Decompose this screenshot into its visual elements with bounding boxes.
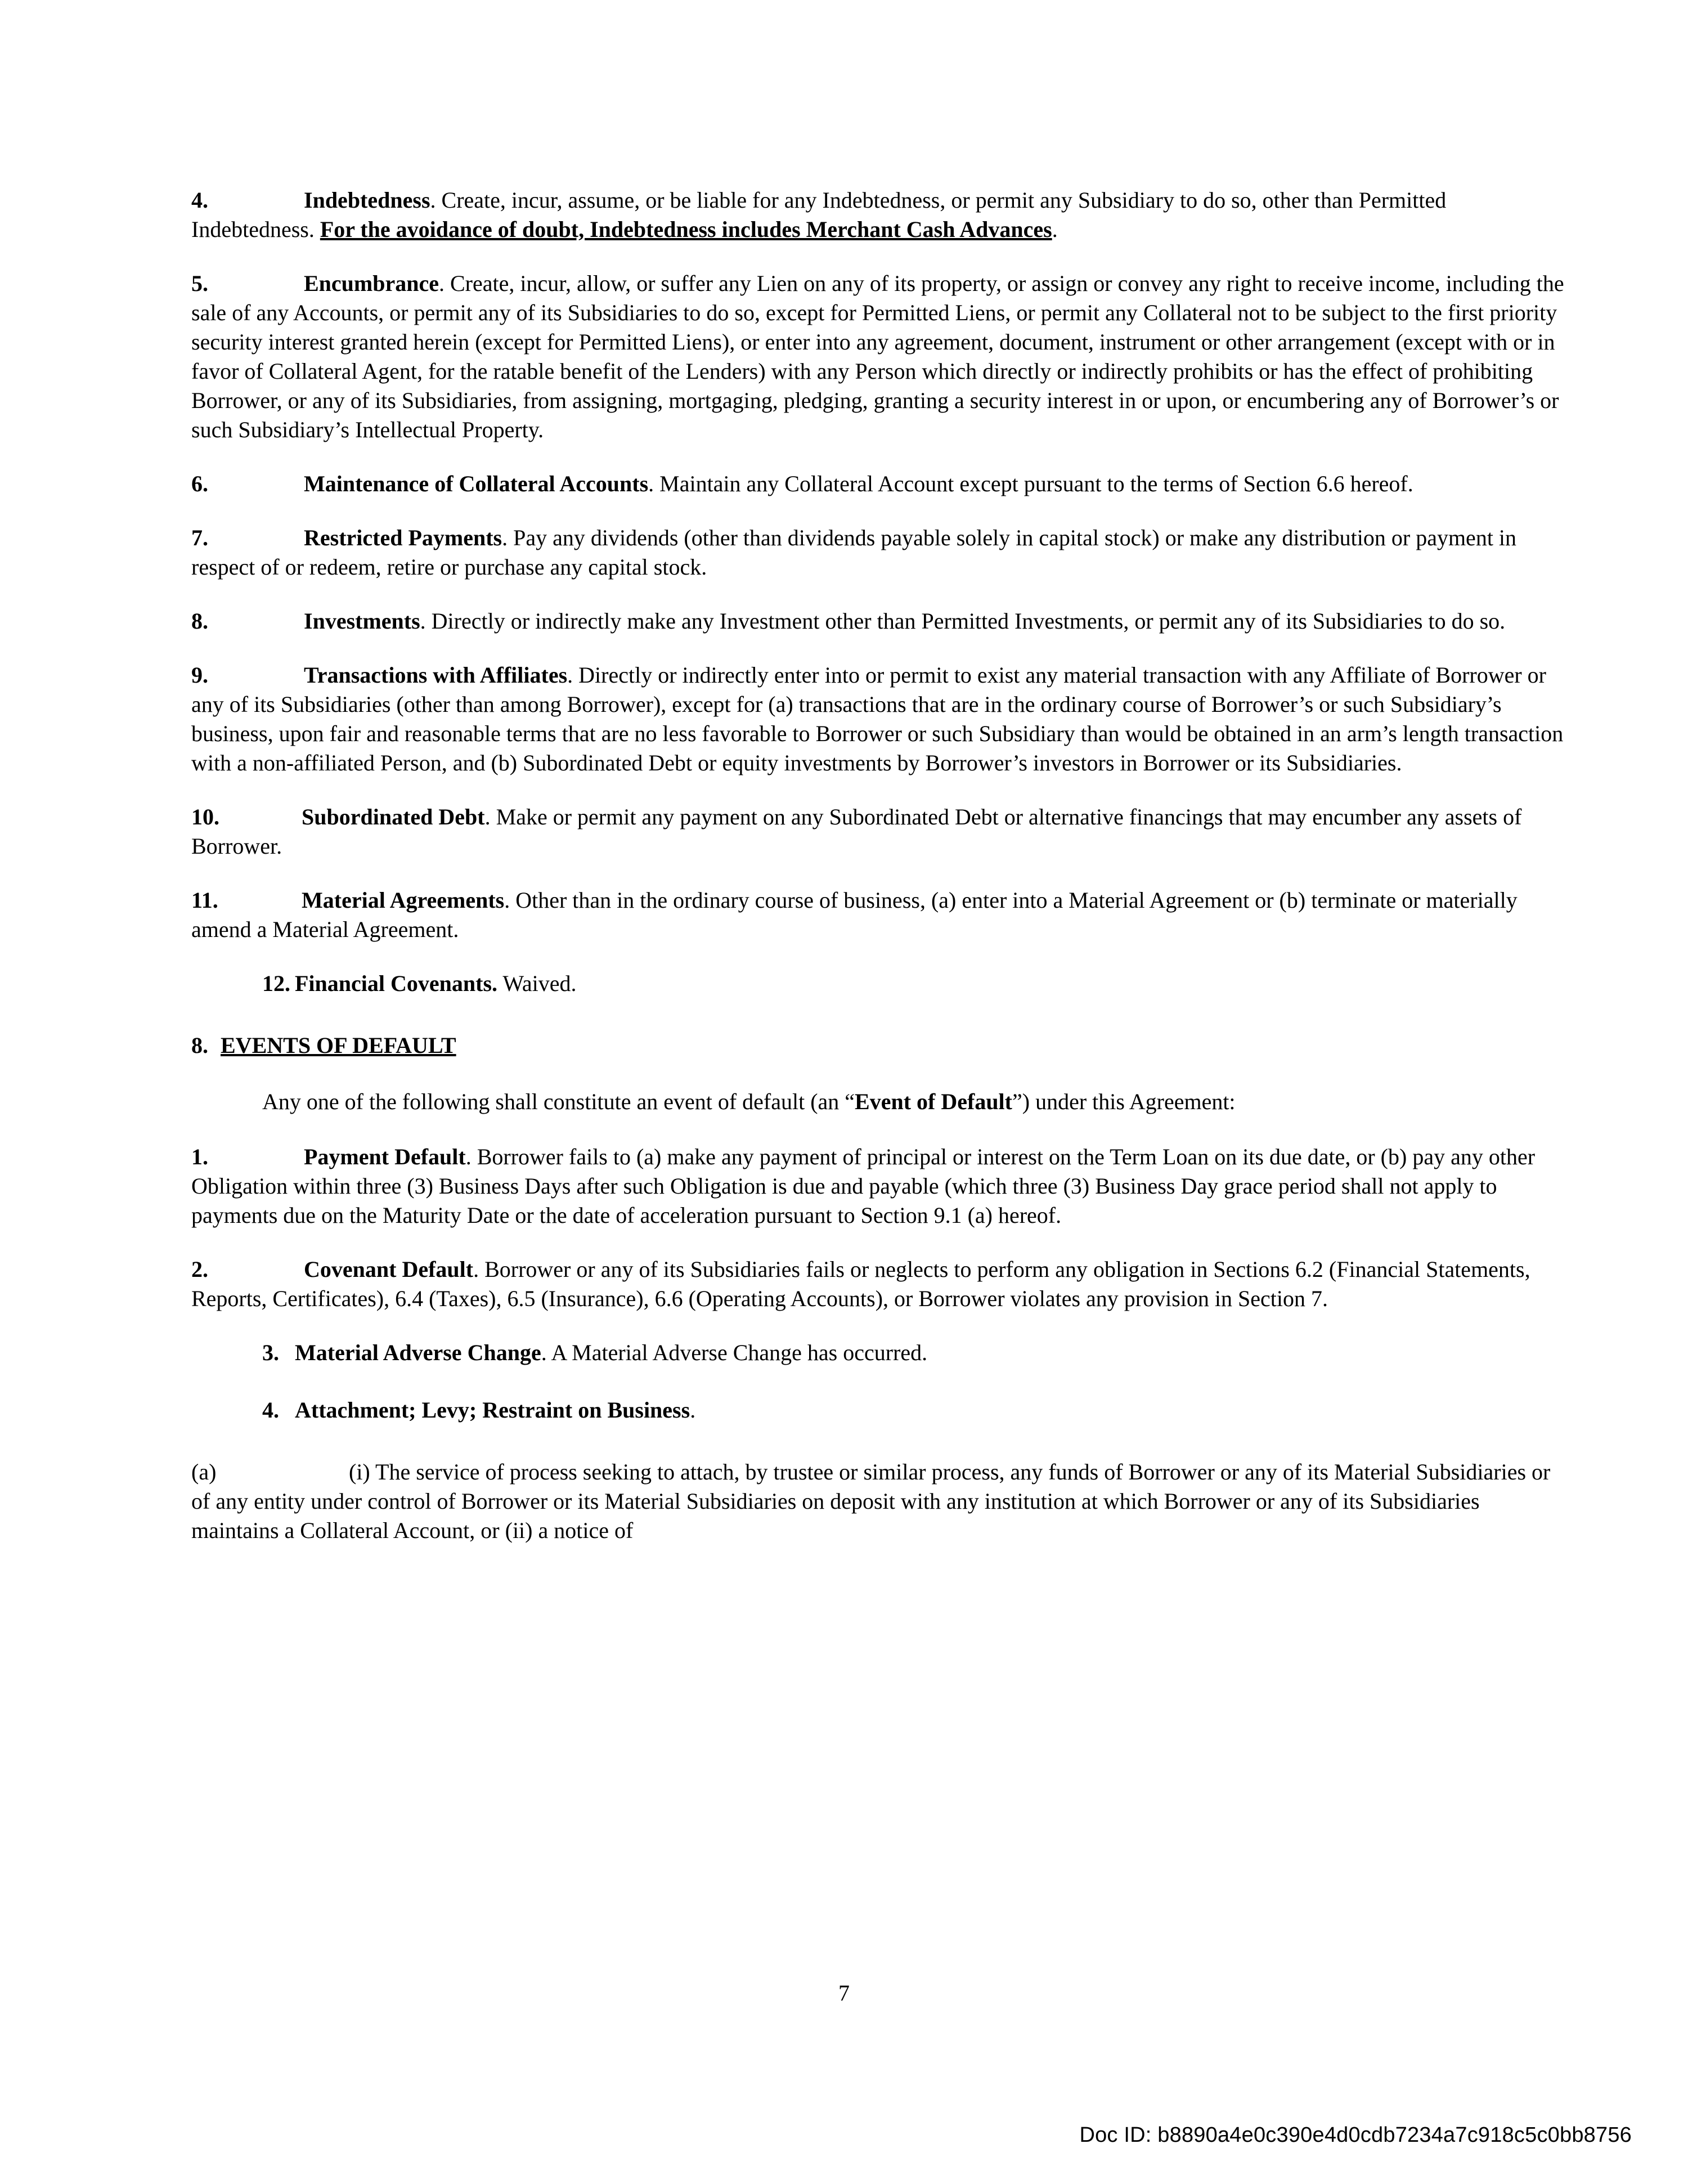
doc-id-footer: Doc ID: b8890a4e0c390e4d0cdb7234a7c918c5c0bb8756 [1079,2123,1632,2147]
covenant-item-10 [191,802,1570,861]
covenant-item-12 [262,969,1570,998]
covenant-item-11-body: . Other than in the ordinary course of business, (a) enter into a Material Agreement or (b) terminate or materially amend a Material Agreement. [191,887,1518,942]
intro-text-before: Any one of the following shall constitute an event of default (an “ [262,1089,855,1114]
covenant-item-11 [191,886,1570,944]
covenant-item-12-number: 12. [262,971,290,996]
covenant-item-8 [191,607,1570,636]
document-body [191,186,1570,1570]
covenant-item-7-number: 7. [191,525,208,550]
covenant-item-5-heading: Encumbrance [304,271,439,296]
section-title: EVENTS OF DEFAULT [221,1033,456,1058]
covenant-item-5-body: . Create, incur, allow, or suffer any Lien on any of its property, or assign or convey any right to receive income, including the sale of any Accounts, or permit any of its Subsidiaries to do so, except for Permitted Liens, or permit any Collateral not to be subject to the first priority security interest granted herein (except for Permitted Liens), or enter into any agreement, document, instrument or other arrangement (except with or in favor of Collateral Agent, for the ratable benefit of the Lenders) with any Person which directly or indirectly prohibits or has the effect of prohibiting Borrower, or any of its Subsidiaries, from assigning, mortgaging, pledging, granting a security interest in or upon, or encumbering any of Borrower’s or such Subsidiary’s Intellectual Property. [191,271,1564,442]
covenant-item-10-heading: Subordinated Debt [302,804,485,829]
default-item-2-number: 2. [191,1257,208,1282]
default-item-2-heading: Covenant Default [304,1257,474,1282]
covenant-item-4-body-2: . [1052,217,1058,242]
covenant-item-6 [191,469,1570,499]
covenant-item-4-emphasis: For the avoidance of doubt, Indebtedness includes Merchant Cash Advances [320,217,1052,242]
covenant-item-8-number: 8. [191,608,208,634]
default-item-4-body: . [690,1397,696,1423]
subitem-a-body: (i) The service of process seeking to attach, by trustee or similar process, any funds of Borrower or any of its Material Subsidiaries or of any entity under control of Borrower or its Material Subsidiaries on deposit with any institution at which Borrower or any of its Subsidiaries maintains a Collateral Account, or (ii) a notice of [191,1459,1551,1543]
covenant-item-8-heading: Investments [304,608,420,634]
default-item-1-body: . Borrower fails to (a) make any payment of principal or interest on the Term Loan on its due date, or (b) pay any other Obligation within three (3) Business Days after such Obligation is due and payable (which three (3) Business Day grace period shall not apply to payments due on the Maturity Date or the date of acceleration pursuant to Section 9.1 (a) hereof. [191,1144,1536,1228]
covenant-item-9-body: . Directly or indirectly enter into or permit to exist any material transaction with any Affiliate of Borrower or any of its Subsidiaries (other than among Borrower), except for (a) transactions that are in the ordinary course of Borrower’s or such Subsidiary’s business, upon fair and reasonable terms that are no less favorable to Borrower or such Subsidiary than would be obtained in an arm’s length transaction with a non-affiliated Person, and (b) Subordinated Debt or equity investments by Borrower’s investors in Borrower or its Subsidiaries. [191,662,1564,775]
default-item-3-heading: Material Adverse Change [295,1340,541,1365]
covenant-item-10-body: . Make or permit any payment on any Subordinated Debt or alternative financings that may encumber any assets of Borrower. [191,804,1522,859]
default-item-2-body: . Borrower or any of its Subsidiaries fails or neglects to perform any obligation in Sections 6.2 (Financial Statements, Reports, Certificates), 6.4 (Taxes), 6.5 (Insurance), 6.6 (Operating Accounts), or Borrower violates any provision in Section 7. [191,1257,1530,1311]
covenant-item-4-body-1: . Create, incur, assume, or be liable for any Indebtedness, or permit any Subsidiary to do so, other than Permitted Indebtedness. [191,187,1447,242]
covenant-item-9-number: 9. [191,662,208,688]
covenant-item-6-number: 6. [191,471,208,496]
default-item-3-number: 3. [262,1340,279,1365]
covenant-item-6-body: . Maintain any Collateral Account except pursuant to the terms of Section 6.6 hereof. [648,471,1413,496]
default-item-2 [191,1255,1570,1313]
subitem-a-letter: (a) [191,1459,217,1485]
defined-term-event-of-default: Event of Default [855,1089,1012,1114]
page-number: 7 [838,1980,850,2006]
intro-text-after: ”) under this Agreement: [1012,1089,1236,1114]
covenant-item-5 [191,269,1570,445]
default-item-4-heading: Attachment; Levy; Restraint on Business [295,1397,690,1423]
covenant-item-11-number: 11. [191,887,218,913]
covenant-item-9-heading: Transactions with Affiliates [304,662,568,688]
covenant-item-4-number: 4. [191,187,208,213]
default-item-1-heading: Payment Default [304,1144,466,1169]
covenant-item-4-heading: Indebtedness [304,187,430,213]
covenant-item-9 [191,661,1570,778]
default-item-4-number: 4. [262,1397,279,1423]
default-item-1 [191,1142,1570,1230]
section-number: 8. [191,1033,208,1058]
default-item-4 [262,1396,1570,1425]
section-heading-events-of-default [191,1031,1570,1060]
covenant-item-7-body: . Pay any dividends (other than dividends payable solely in capital stock) or make any distribution or payment in respect of or redeem, retire or purchase any capital stock. [191,525,1517,580]
default-item-1-number: 1. [191,1144,208,1169]
covenant-item-8-body: . Directly or indirectly make any Investment other than Permitted Investments, or permit any of its Subsidiaries to do so. [420,608,1506,634]
covenant-item-11-heading: Material Agreements [302,887,505,913]
covenant-item-7-heading: Restricted Payments [304,525,502,550]
covenant-item-12-body: Waived. [497,971,577,996]
default-item-3 [262,1338,1570,1367]
events-of-default-intro [191,1087,1570,1116]
default-item-4-subitem-a [191,1458,1570,1545]
covenant-item-6-heading: Maintenance of Collateral Accounts [304,471,649,496]
covenant-item-12-heading: Financial Covenants. [295,971,498,996]
default-item-3-body: . A Material Adverse Change has occurred. [541,1340,928,1365]
covenant-item-5-number: 5. [191,271,208,296]
covenant-item-10-number: 10. [191,804,219,829]
covenant-item-7 [191,523,1570,582]
covenant-item-4 [191,186,1570,244]
